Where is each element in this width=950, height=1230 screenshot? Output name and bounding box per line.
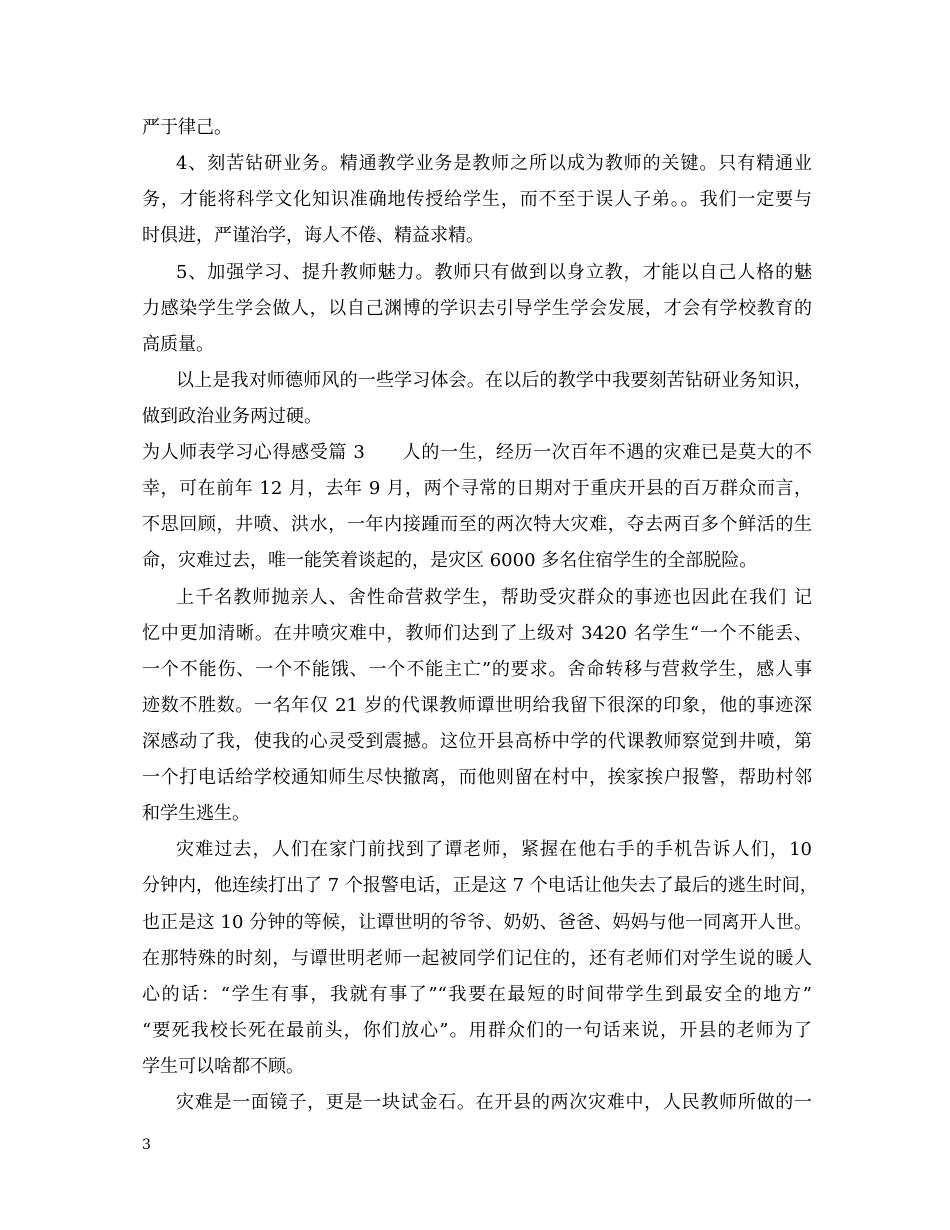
text-line: 幸，可在前年 12 月，去年 9 月，两个寻常的日期对于重庆开县的百万群众而言， (142, 478, 812, 499)
text-line: “要死我校长死在最前头，你们放心”。用群众们的一句话来说，开县的老师为了 (142, 1020, 812, 1041)
text-line: 力感染学生学会做人，以自己渊博的学识去引导学生学会发展，才会有学校教育的 (142, 298, 812, 319)
page-number: 3 (142, 1137, 151, 1153)
text-line: 以上是我对师德师风的一些学习体会。在以后的教学中我要刻苦钻研业务知识， (176, 370, 812, 391)
text-line: 不思回顾，井喷、洪水，一年内接踵而至的两次特大灾难，夺去两百多个鲜活的生 (142, 514, 812, 535)
text-line: 命，灾难过去，唯一能笑着谈起的，是灾区 6000 多名住宿学生的全部脱险。 (142, 550, 758, 571)
text-line: 高质量。 (142, 334, 214, 355)
text-line: 灾难过去，人们在家门前找到了谭老师，紧握在他右手的手机告诉人们，10 (176, 839, 812, 860)
text-line: 严于律己。 (142, 117, 232, 138)
text-line: 心的话：“学生有事，我就有事了”“我要在最短的时间带学生到最安全的地方” (142, 984, 812, 1005)
text-line: 4、刻苦钻研业务。精通教学业务是教师之所以成为教师的关键。只有精通业 (176, 153, 812, 174)
text-line: 一个打电话给学校通知师生尽快撤离，而他则留在村中，挨家挨户报警，帮助村邻 (142, 767, 812, 788)
text-line: 也正是这 10 分钟的等候，让谭世明的爷爷、奶奶、爸爸、妈妈与他一同离开人世。 (142, 912, 812, 933)
text-line: 做到政治业务两过硬。 (142, 406, 322, 427)
text-line: 迹数不胜数。一名年仅 21 岁的代课教师谭世明给我留下很深的印象，他的事迹深 (142, 695, 812, 716)
text-line: 5、加强学习、提升教师魅力。教师只有做到以身立教，才能以自己人格的魅 (176, 262, 812, 283)
text-line: 学生可以啥都不顾。 (142, 1056, 304, 1077)
text-line: 一个不能伤、一个不能饿、一个不能主亡”的要求。舍命转移与营救学生，感人事 (142, 659, 812, 680)
text-line: 灾难是一面镜子，更是一块试金石。在开县的两次灾难中，人民教师所做的一 (176, 1092, 812, 1113)
text-line: 上千名教师抛亲人、舍性命营救学生，帮助受灾群众的事迹也因此在我们 记 (176, 587, 812, 608)
text-line: 和学生逃生。 (142, 803, 250, 824)
text-line: 在那特殊的时刻，与谭世明老师一起被同学们记住的，还有老师们对学生说的暖人 (142, 948, 812, 969)
text-line: 时俱进，严谨治学，诲人不倦、精益求精。 (142, 225, 484, 246)
text-line: 忆中更加清晰。在井喷灾难中，教师们达到了上级对 3420 名学生“一个不能丢、 (142, 623, 812, 644)
text-line: 为人师表学习心得感受篇 3 人的一生，经历一次百年不遇的灾难已是莫大的不 (142, 442, 812, 463)
text-line: 分钟内，他连续打出了 7 个报警电话，正是这 7 个电话让他失去了最后的逃生时间， (142, 875, 818, 896)
text-line: 务，才能将科学文化知识准确地传授给学生，而不至于误人子弟。。我们一定要与 (142, 189, 812, 210)
text-line: 深感动了我，使我的心灵受到震撼。这位开县高桥中学的代课教师察觉到井喷，第 (142, 731, 812, 752)
